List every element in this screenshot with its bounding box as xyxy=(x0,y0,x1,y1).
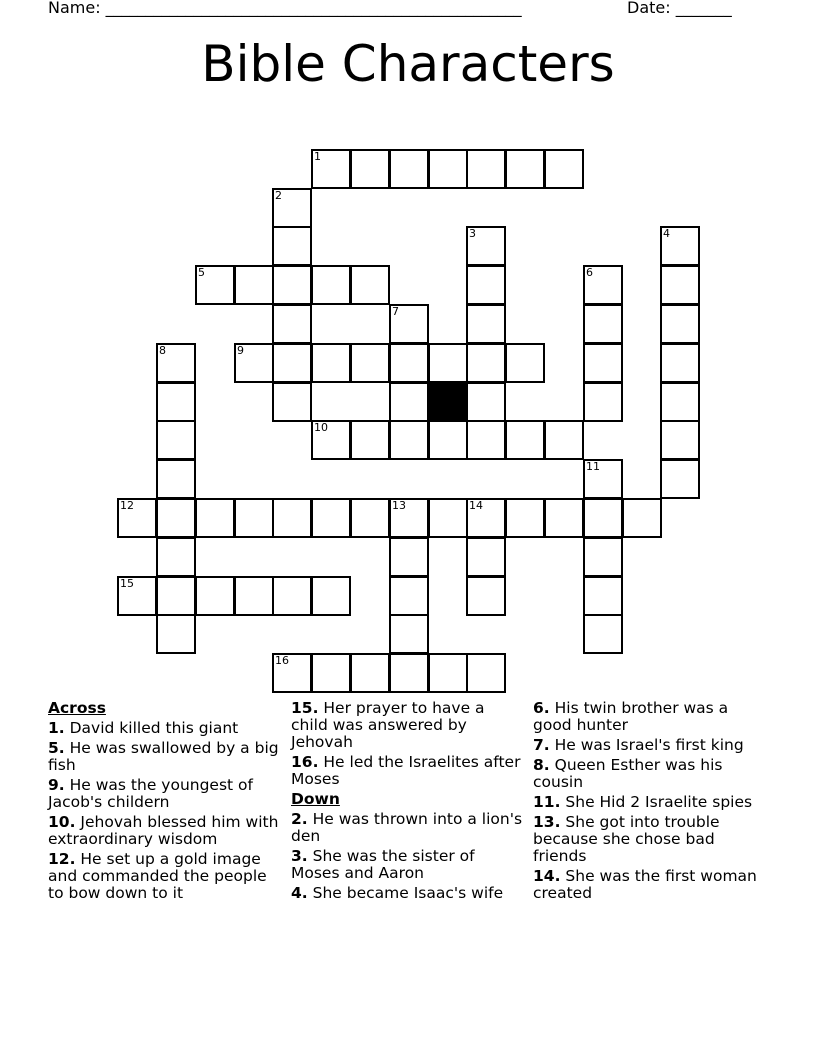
grid-cell[interactable] xyxy=(660,459,700,499)
grid-cell[interactable] xyxy=(428,343,468,383)
page-title: Bible Characters xyxy=(201,35,615,93)
grid-cell[interactable] xyxy=(466,576,506,616)
cell-number: 14 xyxy=(469,499,483,512)
grid-cell[interactable] xyxy=(311,653,351,693)
grid-cell[interactable] xyxy=(428,149,468,189)
grid-cell-black xyxy=(428,382,468,422)
cell-number: 7 xyxy=(392,305,399,318)
grid-cell[interactable] xyxy=(583,537,623,577)
cell-number: 6 xyxy=(586,266,593,279)
grid-cell[interactable] xyxy=(583,459,623,499)
grid-cell[interactable] xyxy=(466,653,506,693)
grid-cell[interactable] xyxy=(466,498,506,538)
cell-number: 10 xyxy=(314,421,328,434)
cell-number: 4 xyxy=(663,227,670,240)
clue-across-10: 10. Jehovah blessed him with extraordinary wisdom xyxy=(48,813,279,848)
grid-cell[interactable] xyxy=(234,498,274,538)
clue-across-5: 5. He was swallowed by a big fish xyxy=(48,739,279,774)
grid-cell[interactable] xyxy=(466,420,506,460)
grid-cell[interactable] xyxy=(466,382,506,422)
grid-cell[interactable] xyxy=(350,498,390,538)
grid-cell[interactable] xyxy=(389,576,429,616)
grid-cell[interactable] xyxy=(350,420,390,460)
grid-cell[interactable] xyxy=(311,149,351,189)
grid-cell[interactable] xyxy=(583,265,623,305)
grid-cell[interactable] xyxy=(660,265,700,305)
grid-cell[interactable] xyxy=(466,537,506,577)
date-field: Date: _______ xyxy=(627,0,732,17)
cell-number: 3 xyxy=(469,227,476,240)
grid-cell[interactable] xyxy=(311,265,351,305)
grid-cell[interactable] xyxy=(156,537,196,577)
clues-column-1 xyxy=(48,700,283,905)
grid-cell[interactable] xyxy=(311,498,351,538)
grid-cell[interactable] xyxy=(350,653,390,693)
clue-across-15: 15. Her prayer to have a child was answered by Jehovah xyxy=(291,699,485,751)
grid-cell[interactable] xyxy=(272,226,312,266)
grid-cell[interactable] xyxy=(272,265,312,305)
grid-cell[interactable] xyxy=(466,149,506,189)
grid-cell[interactable] xyxy=(466,304,506,344)
grid-cell[interactable] xyxy=(505,149,545,189)
cell-number: 2 xyxy=(275,189,282,202)
across-heading: Across xyxy=(48,699,106,717)
grid-cell[interactable] xyxy=(272,343,312,383)
grid-cell[interactable] xyxy=(389,343,429,383)
grid-cell[interactable] xyxy=(428,420,468,460)
grid-cell[interactable] xyxy=(156,382,196,422)
grid-cell[interactable] xyxy=(583,576,623,616)
grid-cell[interactable] xyxy=(660,304,700,344)
grid-cell[interactable] xyxy=(466,343,506,383)
down-heading: Down xyxy=(291,790,340,808)
grid-cell[interactable] xyxy=(389,382,429,422)
grid-cell[interactable] xyxy=(195,498,235,538)
grid-cell[interactable] xyxy=(389,653,429,693)
cell-number: 12 xyxy=(120,499,134,512)
grid-cell[interactable] xyxy=(622,498,662,538)
grid-cell[interactable] xyxy=(234,343,274,383)
grid-cell[interactable] xyxy=(505,498,545,538)
grid-cell[interactable] xyxy=(583,343,623,383)
clue-down-13: 13. She got into trouble because she chose bad friends xyxy=(533,813,720,865)
grid-cell[interactable] xyxy=(156,459,196,499)
grid-cell[interactable] xyxy=(660,343,700,383)
grid-cell[interactable] xyxy=(544,149,584,189)
grid-cell[interactable] xyxy=(583,498,623,538)
grid-cell[interactable] xyxy=(350,149,390,189)
grid-cell[interactable] xyxy=(583,382,623,422)
grid-cell[interactable] xyxy=(660,226,700,266)
grid-cell[interactable] xyxy=(466,226,506,266)
clue-down-6: 6. His twin brother was a good hunter xyxy=(533,699,729,734)
grid-cell[interactable] xyxy=(117,576,157,616)
cell-number: 11 xyxy=(586,460,600,473)
grid-cell[interactable] xyxy=(428,653,468,693)
grid-cell[interactable] xyxy=(583,614,623,654)
clue-across-12: 12. He set up a gold image and commanded the people to bow down to it xyxy=(48,850,267,902)
clue-down-2: 2. He was thrown into a lion's den xyxy=(291,810,523,845)
grid-cell[interactable] xyxy=(389,614,429,654)
grid-cell[interactable] xyxy=(272,304,312,344)
grid-cell[interactable] xyxy=(311,343,351,383)
clue-down-4: 4. She became Isaac's wife xyxy=(291,884,504,902)
grid-cell[interactable] xyxy=(234,576,274,616)
clue-down-3: 3. She was the sister of Moses and Aaron xyxy=(291,847,475,882)
clue-down-7: 7. He was Israel's first king xyxy=(533,736,744,754)
grid-cell[interactable] xyxy=(583,304,623,344)
grid-cell[interactable] xyxy=(505,343,545,383)
grid-cell[interactable] xyxy=(272,498,312,538)
grid-cell[interactable] xyxy=(350,343,390,383)
grid-cell[interactable] xyxy=(272,576,312,616)
clue-down-14: 14. She was the first woman created xyxy=(533,867,757,902)
cell-number: 5 xyxy=(198,266,205,279)
grid-cell[interactable] xyxy=(234,265,274,305)
clues-column-2 xyxy=(291,700,526,905)
clues-column-3 xyxy=(533,700,768,905)
grid-cell[interactable] xyxy=(272,382,312,422)
grid-cell[interactable] xyxy=(389,420,429,460)
cell-number: 16 xyxy=(275,654,289,667)
grid-cell[interactable] xyxy=(156,343,196,383)
name-field: Name: ____________________________________________________ xyxy=(48,0,522,17)
grid-cell[interactable] xyxy=(156,576,196,616)
grid-cell[interactable] xyxy=(660,382,700,422)
grid-cell[interactable] xyxy=(117,498,157,538)
cell-number: 9 xyxy=(237,344,244,357)
clue-down-8: 8. Queen Esther was his cousin xyxy=(533,756,723,791)
clue-across-1: 1. David killed this giant xyxy=(48,719,239,737)
grid-cell[interactable] xyxy=(195,265,235,305)
cell-number: 1 xyxy=(314,150,321,163)
cell-number: 8 xyxy=(159,344,166,357)
clue-down-11: 11. She Hid 2 Israelite spies xyxy=(533,793,753,811)
grid-cell[interactable] xyxy=(389,498,429,538)
grid-cell[interactable] xyxy=(272,188,312,228)
grid-cell[interactable] xyxy=(466,265,506,305)
grid-cell[interactable] xyxy=(311,576,351,616)
grid-cell[interactable] xyxy=(544,498,584,538)
clue-across-16: 16. He led the Israelites after Moses xyxy=(291,753,521,788)
cell-number: 15 xyxy=(120,577,134,590)
clue-across-9: 9. He was the youngest of Jacob's childern xyxy=(48,776,253,811)
grid-cell[interactable] xyxy=(544,420,584,460)
grid-cell[interactable] xyxy=(156,498,196,538)
grid-cell[interactable] xyxy=(195,576,235,616)
grid-cell[interactable] xyxy=(272,653,312,693)
grid-cell[interactable] xyxy=(389,304,429,344)
grid-cell[interactable] xyxy=(156,614,196,654)
grid-cell[interactable] xyxy=(505,420,545,460)
grid-cell[interactable] xyxy=(311,420,351,460)
grid-cell[interactable] xyxy=(428,498,468,538)
grid-cell[interactable] xyxy=(389,537,429,577)
grid-cell[interactable] xyxy=(350,265,390,305)
grid-cell[interactable] xyxy=(156,420,196,460)
grid-cell[interactable] xyxy=(660,420,700,460)
cell-number: 13 xyxy=(392,499,406,512)
grid-cell[interactable] xyxy=(389,149,429,189)
